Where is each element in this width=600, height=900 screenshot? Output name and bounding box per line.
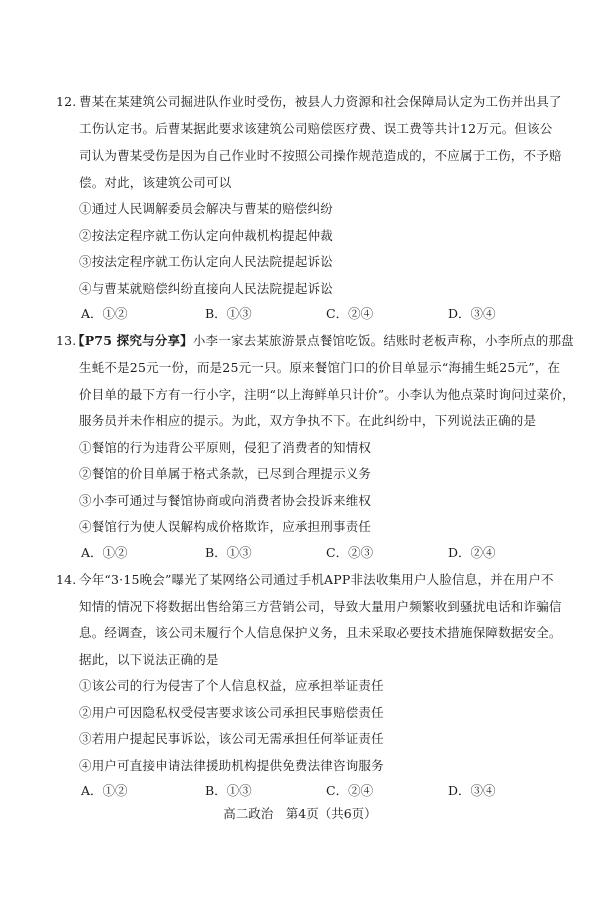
statement-option: ③按法定程序就工伤认定向人民法院提起诉讼 bbox=[79, 254, 334, 269]
question-stem-line: 据此，以下说法正确的是 bbox=[79, 652, 219, 667]
statement-option: ③若用户提起民事诉讼，该公司无需承担任何举证责任 bbox=[79, 731, 384, 746]
answer-choices bbox=[0, 545, 600, 563]
choice-a[interactable]: A．①② bbox=[81, 783, 128, 798]
question-stem-line: 生蚝不是25元一份，而是25元一只。原来餐馆门口的价目单显示“海捕生蚝25元”，在 bbox=[79, 360, 561, 375]
choice-d[interactable]: D．③④ bbox=[448, 783, 496, 798]
statement-option: ④与曹某就赔偿纠纷直接向人民法院提起诉讼 bbox=[79, 281, 334, 296]
statement-option: ②按法定程序就工伤认定向仲裁机构提起仲裁 bbox=[79, 228, 334, 243]
question-stem-line: 工伤认定书。后曹某据此要求该建筑公司赔偿医疗费、误工费等共计12万元。但该公 bbox=[79, 121, 553, 136]
choice-c[interactable]: C．②③ bbox=[326, 545, 374, 560]
choice-d[interactable]: D．②④ bbox=[448, 545, 496, 560]
choice-b[interactable]: B．①③ bbox=[205, 545, 252, 560]
answer-choices bbox=[0, 306, 600, 324]
question-stem-line: 服务员并未作相应的提示。为此，双方争执不下。在此纠纷中，下列说法正确的是 bbox=[79, 413, 537, 428]
choice-a[interactable]: A．①② bbox=[81, 306, 128, 321]
page-footer: 高二政治 第4页（共6页） bbox=[223, 806, 377, 821]
statement-option: ④餐馆行为使人误解构成价格欺诈，应承担刑事责任 bbox=[79, 519, 372, 534]
choice-c[interactable]: C．②④ bbox=[326, 306, 374, 321]
question-stem-line: 今年“3·15晚会”曝光了某网络公司通过手机APP非法收集用户人脸信息，并在用户不 bbox=[79, 572, 554, 587]
choice-d[interactable]: D．③④ bbox=[448, 306, 496, 321]
answer-choices bbox=[0, 783, 600, 801]
statement-option: ②餐馆的价目单属于格式条款，已尽到合理提示义务 bbox=[79, 466, 372, 481]
question-number: 13. bbox=[56, 333, 77, 348]
question-number: 12. bbox=[56, 94, 77, 109]
statement-option: ①该公司的行为侵害了个人信息权益，应承担举证责任 bbox=[79, 678, 384, 693]
question-stem-line bbox=[72, 333, 574, 349]
choice-b[interactable]: B．①③ bbox=[205, 783, 252, 798]
question-stem-line: 曹某在某建筑公司掘进队作业时受伤，被县人力资源和社会保障局认定为工伤并出具了 bbox=[79, 94, 562, 109]
question-stem-text: 小李一家去某旅游景点餐馆吃饭。结账时老板声称，小李所点的那盘 bbox=[192, 333, 574, 348]
statement-option: ①餐馆的行为违背公平原则，侵犯了消费者的知情权 bbox=[79, 440, 372, 455]
question-stem-line: 司认为曹某受伤是因为自己作业时不按照公司操作规范造成的，不应属于工伤，不予赔 bbox=[79, 148, 562, 163]
statement-option: ①通过人民调解委员会解决与曹某的赔偿纠纷 bbox=[79, 201, 334, 216]
question-stem-line: 价目单的最下方有一行小字，注明“以上海鲜单只计价”。小李认为他点菜时询问过菜价， bbox=[79, 387, 575, 402]
question-number: 14. bbox=[56, 572, 77, 587]
question-stem-line: 知情的情况下将数据出售给第三方营销公司，导致大量用户频繁收到骚扰电话和诈骗信 bbox=[79, 599, 562, 614]
textbook-reference-tag: 【P75 探究与分享】 bbox=[72, 333, 193, 348]
question-stem-line: 偿。对此，该建筑公司可以 bbox=[79, 175, 232, 190]
choice-b[interactable]: B．①③ bbox=[205, 306, 252, 321]
choice-c[interactable]: C．②④ bbox=[326, 783, 374, 798]
statement-option: ②用户可因隐私权受侵害要求该公司承担民事赔偿责任 bbox=[79, 705, 384, 720]
statement-option: ③小李可通过与餐馆协商或向消费者协会投诉来维权 bbox=[79, 493, 372, 508]
choice-a[interactable]: A．①② bbox=[81, 545, 128, 560]
question-stem-line: 息。经调查，该公司未履行个人信息保护义务，且未采取必要技术措施保障数据安全。 bbox=[79, 625, 562, 640]
statement-option: ④用户可直接申请法律援助机构提供免费法律咨询服务 bbox=[79, 758, 384, 773]
